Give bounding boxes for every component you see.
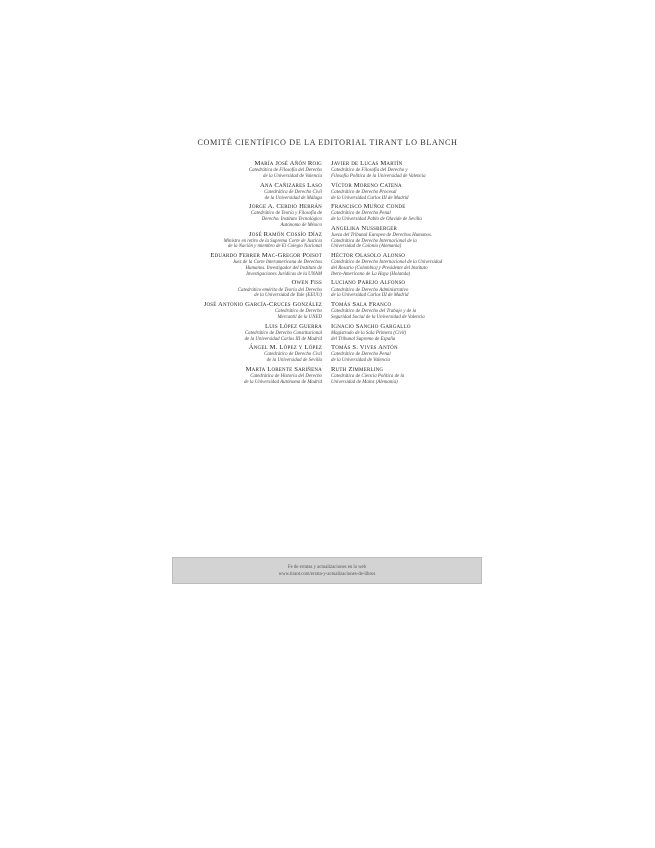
member-affiliation: de la Universidad de Sevilla xyxy=(266,358,322,364)
member-entry xyxy=(190,252,322,277)
member-affiliation: Jueza del Tribunal Europeo de Derechos Humanos. xyxy=(331,233,433,239)
member-affiliation: Catedrático de Derecho Procesal xyxy=(331,189,397,195)
member-entry xyxy=(331,225,481,250)
errata-url-link[interactable]: www.tirant.com/errata-y-actualizaciones-de-libros xyxy=(278,572,376,577)
member-name: Ana Cañizares Laso xyxy=(259,181,322,189)
member-affiliation: de la Universidad Pablo de Olavide de Sevilla xyxy=(331,217,422,223)
member-affiliation: de la Universidad Carlos III de Madrid xyxy=(331,195,409,201)
member-name: José Antonio García-Cruces González xyxy=(203,301,322,309)
member-affiliation: Catedrático de Derecho Civil xyxy=(264,352,322,358)
member-entry xyxy=(190,344,322,364)
member-affiliation: de la Universidad de Valencia xyxy=(331,358,390,364)
member-entry xyxy=(331,252,481,277)
member-affiliation: Catedrático de Derecho Penal xyxy=(331,352,391,358)
member-affiliation: del Rosario (Colombia) y Presidente del Instituto xyxy=(331,266,428,272)
member-name: Víctor Moreno Catena xyxy=(331,181,402,189)
member-affiliation: de la Universidad Autónoma de Madrid xyxy=(243,379,322,385)
member-affiliation: Catedrática de Filosofía del Derecho xyxy=(248,168,322,174)
member-affiliation: Catedrático de Derecho Penal xyxy=(331,211,391,217)
member-name: Ignacio Sancho Gargallo xyxy=(331,322,411,330)
member-affiliation: Mercantil de la UNED xyxy=(277,314,322,320)
member-affiliation: Catedrático de Derecho xyxy=(274,309,322,315)
member-affiliation: Magistrado de la Sala Primera (Civil) xyxy=(331,330,407,336)
member-entry xyxy=(190,231,322,251)
errata-notice: Fe de erratas y actualizaciones en la web xyxy=(287,565,367,570)
member-entry xyxy=(331,203,481,223)
member-affiliation: Catedrático de Derecho Internacional de la Universidad xyxy=(331,260,443,266)
member-affiliation: de la Nación y miembro de El Colegio Nacional xyxy=(227,244,322,250)
member-name: María José Añón Roig xyxy=(254,160,322,167)
member-name: Ruth Zimmerling xyxy=(331,365,384,373)
member-entry xyxy=(331,182,481,202)
member-entry xyxy=(331,279,481,299)
member-name: Eduardo Ferrer Mac-Gregor Poisot xyxy=(210,252,322,260)
member-affiliation: Catedrática de Derecho Internacional de la xyxy=(331,238,417,244)
member-entry xyxy=(190,323,322,343)
member-name: Marta Lorente Sariñena xyxy=(245,365,322,373)
member-affiliation: Catedrático de Derecho del Trabajo y de la xyxy=(331,309,417,315)
member-affiliation: de la Universidad de Málaga xyxy=(264,195,322,201)
member-name: Francisco Muñoz Conde xyxy=(331,203,406,211)
member-name: Luis López Guerra xyxy=(264,322,322,330)
member-affiliation: Autónomo de México xyxy=(280,222,322,228)
member-affiliation: Humanos. Investigador del Instituto de xyxy=(245,266,322,272)
member-name: Angelika Nussberger xyxy=(331,224,398,232)
errata-banner xyxy=(172,557,482,584)
member-entry xyxy=(190,160,322,180)
member-affiliation: Derecho. Instituto Tecnológico xyxy=(261,217,322,223)
member-affiliation: Ibero-Americano de La Haya (Holanda) xyxy=(331,271,411,277)
member-affiliation: Juez de la Corte Interamericana de Derechos xyxy=(232,260,322,266)
member-affiliation: Catedrático de Derecho Administrativo xyxy=(331,287,409,293)
member-affiliation: Seguridad Social de la Universidad de Valencia xyxy=(331,314,425,320)
member-name: José Ramón Cossío Díaz xyxy=(249,230,322,238)
member-name: Jorge A. Cerdio Herrán xyxy=(249,203,322,211)
left-member-column xyxy=(190,160,322,388)
member-affiliation: Ministro en retiro de la Suprema Corte de Justicia xyxy=(223,238,322,244)
committee-heading: COMITÉ CIENTÍFICO DE LA EDITORIAL TIRANT LO BLANCH xyxy=(197,138,458,147)
member-affiliation: Universidad de Mainz (Alemania) xyxy=(331,379,398,385)
member-entry xyxy=(331,160,481,180)
member-entry xyxy=(190,182,322,202)
member-entry xyxy=(331,301,481,321)
member-entry xyxy=(190,301,322,321)
member-name: Ángel M. López y López xyxy=(248,344,322,352)
member-affiliation: Filosofía Política de la Universidad de Valencia xyxy=(331,173,426,179)
member-affiliation: Catedrática de Historia del Derecho xyxy=(250,374,322,380)
member-name: Owen Fiss xyxy=(291,279,322,287)
member-entry xyxy=(190,279,322,299)
member-affiliation: Catedrático de Derecho Constitucional xyxy=(244,330,322,336)
member-affiliation: Catedrático emérito de Teoría del Derecho xyxy=(237,287,322,293)
member-name: Tomás S. Vives Antón xyxy=(331,344,398,352)
member-entry xyxy=(331,344,481,364)
member-name: Tomás Sala Franco xyxy=(331,301,392,309)
member-affiliation: de la Universidad Carlos III de Madrid xyxy=(331,293,409,299)
member-entry xyxy=(331,366,481,386)
member-affiliation: Investigaciones Jurídicas de la UNAM xyxy=(246,271,322,277)
member-entry xyxy=(190,366,322,386)
member-name: Héctor Olasolo Alonso xyxy=(331,252,406,260)
member-entry xyxy=(331,323,481,343)
right-member-column xyxy=(331,160,481,388)
member-name: Luciano Parejo Alfonso xyxy=(331,279,406,287)
member-affiliation: Catedrático de Filosofía del Derecho y xyxy=(331,168,408,174)
member-affiliation: de la Universidad Carlos III de Madrid xyxy=(244,336,322,342)
member-affiliation: de la Universidad de Valencia xyxy=(263,173,322,179)
member-affiliation: Catedrático de Teoría y Filosofía de xyxy=(250,211,322,217)
member-affiliation: Catedrática de Derecho Civil xyxy=(264,189,322,195)
member-affiliation: de la Universidad de Yale (EEUU) xyxy=(254,293,322,299)
member-affiliation: del Tribunal Supremo de España xyxy=(331,336,396,342)
member-entry xyxy=(190,203,322,228)
member-affiliation: Catedrática de Ciencia Política de la xyxy=(331,374,405,380)
member-affiliation: Universidad de Colonia (Alemania) xyxy=(331,244,402,250)
member-name: Javier de Lucas Martín xyxy=(331,160,403,167)
